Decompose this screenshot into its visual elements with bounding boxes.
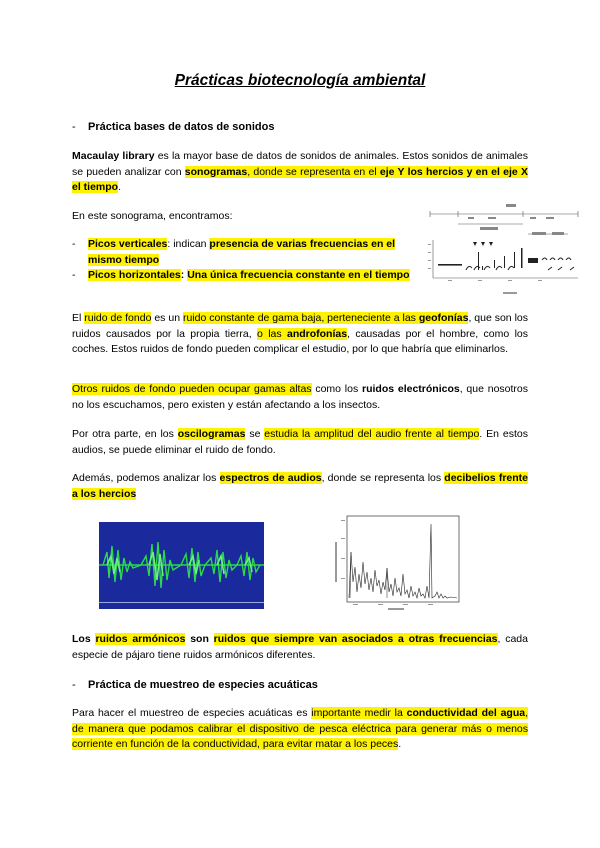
audio-spectrum-image xyxy=(333,512,463,612)
oscillogram-image xyxy=(99,522,264,609)
paragraph-macaulay: Macaulay library es la mayor base de datos de sonidos de animales. Estos sonidos de animales se pueden analizar con sonogramas, donde se representa en el eje Y los hercios y en el eje X el tiempo. xyxy=(72,150,528,193)
list-item-vertical-peaks: - Picos verticales: indican presencia de varias frecuencias en el mismo tiempo xyxy=(72,238,396,266)
page-title: Prácticas biotecnología ambiental xyxy=(174,72,426,89)
section-heading-aquatic-sampling: - Práctica de muestreo de especies acuáticas xyxy=(72,679,318,691)
paragraph-conductivity: Para hacer el muestreo de especies acuáticas es importante medir la conductividad del agua, de manera que podamos calibrar el dispositivo de pesca eléctrica para generar más o menos corriente en función de la conductividad, para evitar matar a los peces. xyxy=(72,707,529,750)
sonogram-features-list xyxy=(72,237,422,284)
paragraph-background-noise: El ruido de fondo es un ruido constante de gama baja, perteneciente a las geofonías, que son los ruidos causados por la propia tierra, o las androfonías, causadas por el hombre, como los coches. Estos ruidos de fondo pueden complicar el estudio, por lo que habría que eliminarlos. xyxy=(72,312,528,355)
list-item-horizontal-peaks: - Picos horizontales: Una única frecuencia constante en el tiempo xyxy=(72,269,410,281)
list-dash: - xyxy=(72,679,76,691)
section-heading-sound-databases: - Práctica bases de datos de sonidos xyxy=(72,121,275,133)
paragraph-electronic-noise: Otros ruidos de fondo pueden ocupar gamas altas como los ruidos electrónicos, que nosotros no los escuchamos, pero existen y están afectando a los insectos. xyxy=(72,383,529,411)
sonogram-image xyxy=(428,200,580,302)
paragraph-sonogram-intro: En este sonograma, encontramos: xyxy=(72,210,233,222)
list-dash: - xyxy=(72,121,76,133)
paragraph-harmonic-noise: Los ruidos armónicos son ruidos que siempre van asociados a otras frecuencias, cada especie de pájaro tiene ruidos armónicos diferentes. xyxy=(72,633,528,661)
paragraph-audio-spectra: Además, podemos analizar los espectros de audios, donde se representa los decibelios frente a los hercios xyxy=(72,472,528,500)
paragraph-oscillograms: Por otra parte, en los oscilogramas se estudia la amplitud del audio frente al tiempo. En estos audios, se puede eliminar el ruido de fondo. xyxy=(72,428,528,456)
